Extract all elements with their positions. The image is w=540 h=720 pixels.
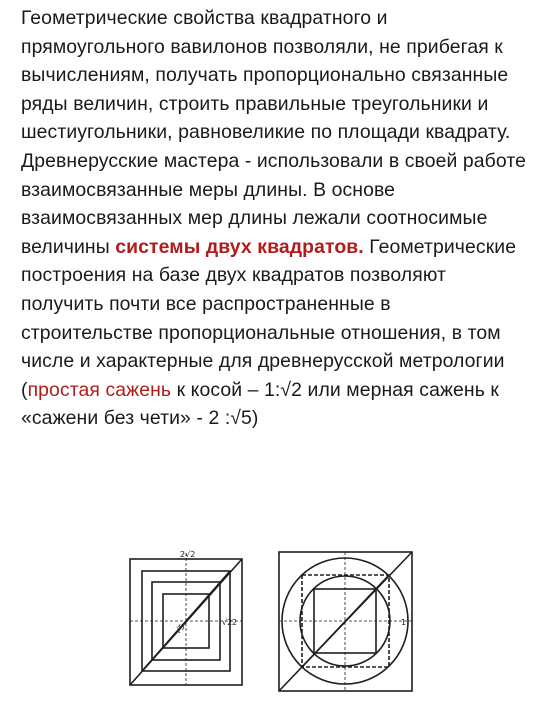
two-squares-diagram-left	[128, 549, 246, 688]
paragraph-measures-middle: Геометрические построения на базе двух квадратов позволяют получить почти все распространенные в строительстве пропорциональные отношения, в том числе и характерные для древнерусской метрологии (	[21, 235, 517, 401]
paragraph-measures	[21, 147, 526, 433]
label-top: 2√2	[180, 550, 196, 559]
highlight-simple-sazhen: простая сажень	[27, 378, 172, 401]
label-right: 1	[401, 618, 407, 627]
label-right-1: √2	[222, 618, 233, 627]
paragraph-measures-end: к косой – 1:√2 или мерная сажень к «сажени без чети» - 2 :√5)	[21, 378, 499, 430]
label-right-2: 2	[232, 618, 238, 627]
label-diagonal: √5	[173, 622, 187, 636]
two-squares-diagram-right	[277, 549, 414, 693]
paragraph-measures-intro: Древнерусские мастера - использовали в своей работе взаимосвязанные меры длины. В основе взаимосвязанных мер длины лежали соотносимые величины	[21, 149, 526, 258]
body-text	[21, 4, 526, 433]
highlight-two-squares: системы двух квадратов.	[115, 235, 364, 258]
paragraph-babylon: Геометрические свойства квадратного и прямоугольного вавилонов позволяли, не прибегая к вычислениям, получать пропорционально связанные ряды величин, строить правильные треугольники и шестиугольники, равновеликие по площади квадрату.	[21, 7, 511, 144]
